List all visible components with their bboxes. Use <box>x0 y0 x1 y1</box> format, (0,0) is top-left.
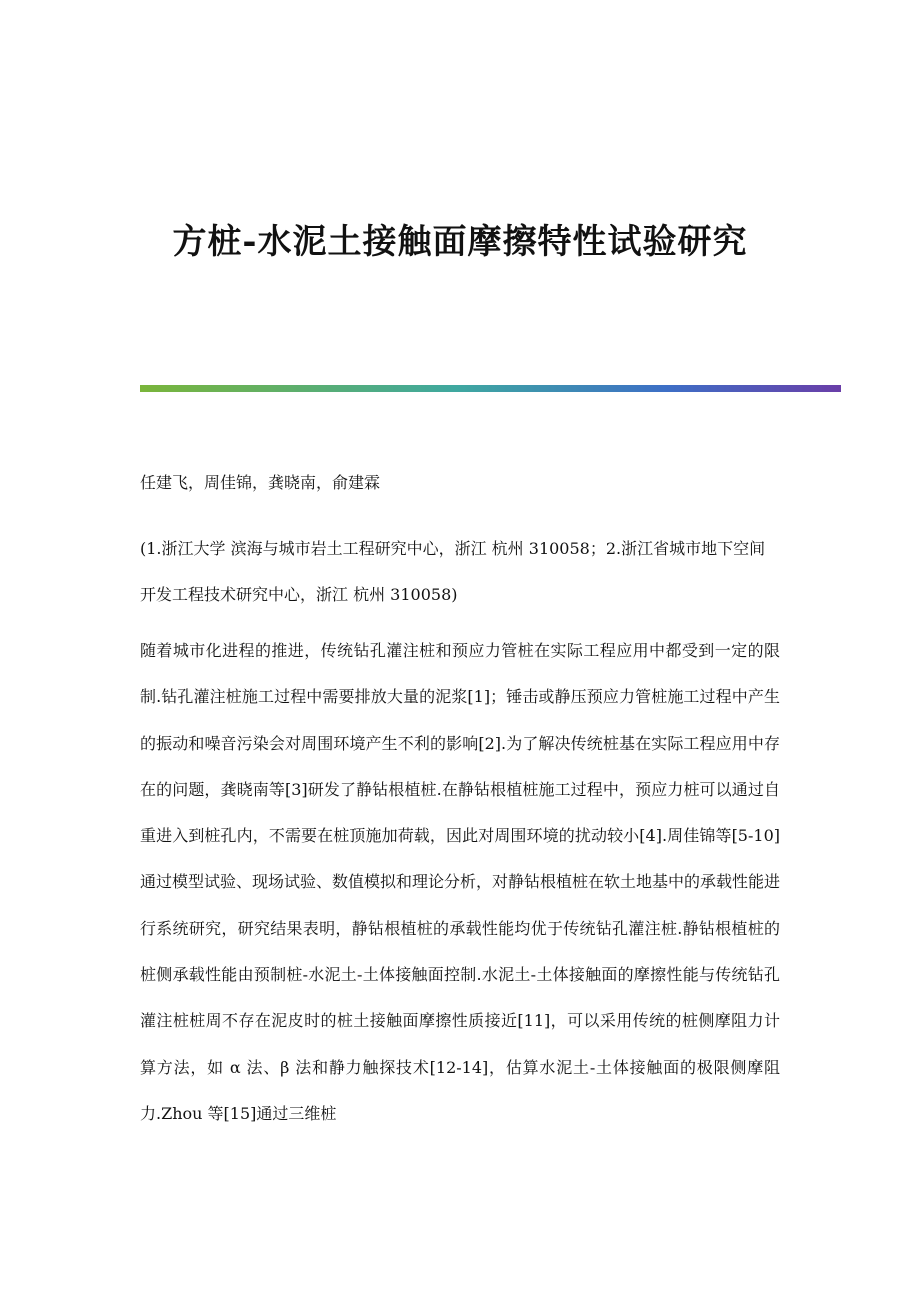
author-affiliation: (1.浙江大学 滨海与城市岩土工程研究中心，浙江 杭州 310058；2.浙江省城市地下空间开发工程技术研究中心，浙江 杭州 310058) <box>140 539 766 604</box>
author-list: 任建飞，周佳锦，龚晓南，俞建霖 <box>140 473 381 492</box>
body-paragraph: 随着城市化进程的推进，传统钻孔灌注桩和预应力管桩在实际工程应用中都受到一定的限制.钻孔灌注桩施工过程中需要排放大量的泥浆[1]；锤击或静压预应力管桩施工过程中产生的振动和噪音污染会对周围环境产生不利的影响[2].为了解决传统桩基在实际工程应用中存在的问题，龚晓南等[3]研发了静钻根植桩.在静钻根植桩施工过程中，预应力桩可以通过自重进入到桩孔内，不需要在桩顶施加荷载，因此对周围环境的扰动较小[4].周佳锦等[5-10]通过模型试验、现场试验、数值模拟和理论分析，对静钻根植桩在软土地基中的承载性能进行系统研究，研究结果表明，静钻根植桩的承载性能均优于传统钻孔灌注桩.静钻根植桩的桩侧承载性能由预制桩-水泥土-土体接触面控制.水泥土-土体接触面的摩擦性能与传统钻孔灌注桩桩周不存在泥皮时的桩土接触面摩擦性质接近[11]，可以采用传统的桩侧摩阻力计算方法，如 α 法、β 法和静力触探技术[12-14]，估算水泥土-土体接触面的极限侧摩阻力.Zhou 等[15]通过三维桩 <box>140 641 781 1123</box>
document-title: 方桩-水泥土接触面摩擦特性试验研究 <box>172 222 748 262</box>
title-divider <box>140 385 841 392</box>
